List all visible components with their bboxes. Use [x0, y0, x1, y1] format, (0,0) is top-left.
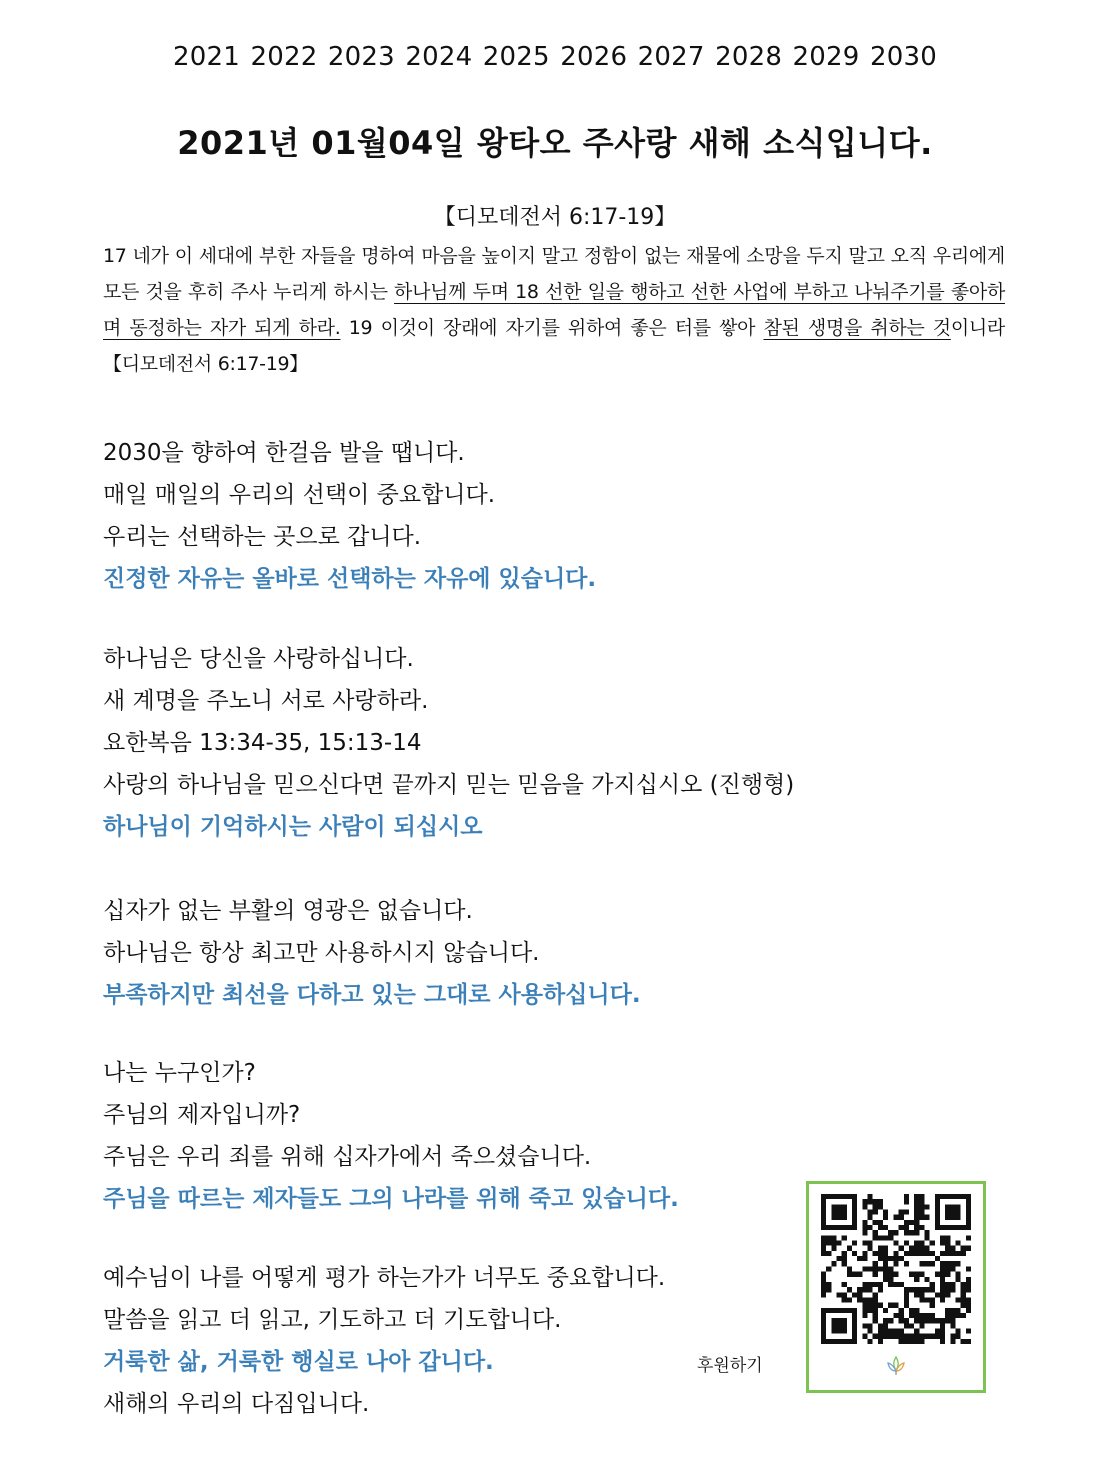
message-line: 주님의 제자입니까? [103, 1102, 301, 1128]
scripture-underlined-1: 하나님께 두며 18 선한 일을 행하고 선한 사업에 부하고 나눠주기를 좋아하며 동정하는 자가 되게 하라. [103, 281, 1005, 339]
year-link-2021[interactable]: 2021 [173, 42, 241, 72]
year-link-2024[interactable]: 2024 [405, 42, 473, 72]
message-line: 나는 누구인가? [103, 1060, 256, 1086]
year-link-2025[interactable]: 2025 [482, 42, 550, 72]
message-block-5 [103, 1257, 803, 1425]
message-highlight: 하나님이 기억하시는 사람이 되십시오 [103, 814, 483, 840]
scripture-text-2: 19 이것이 장래에 자기를 위하여 좋은 터를 쌓아 [340, 317, 764, 339]
message-line: 매일 매일의 우리의 선택이 중요합니다. [103, 482, 496, 508]
message-line: 새 계명을 주노니 서로 사랑하라. [103, 688, 429, 714]
scripture-underlined-2: 참된 생명을 취하는 것 [763, 317, 951, 339]
message-highlight: 부족하지만 최선을 다하고 있는 그대로 사용하십니다. [103, 982, 641, 1008]
year-link-2027[interactable]: 2027 [637, 42, 705, 72]
message-block-4 [103, 1052, 803, 1220]
year-link-2029[interactable]: 2029 [792, 42, 860, 72]
message-line: 하나님은 당신을 사랑하십니다. [103, 646, 414, 672]
message-line: 우리는 선택하는 곳으로 갑니다. [103, 524, 422, 550]
year-link-2022[interactable]: 2022 [250, 42, 318, 72]
year-link-2023[interactable]: 2023 [327, 42, 395, 72]
leaf-logo-icon [884, 1354, 908, 1378]
qr-code-card[interactable] [806, 1181, 986, 1393]
year-link-2026[interactable]: 2026 [560, 42, 628, 72]
message-line: 말씀을 읽고 더 읽고, 기도하고 더 기도합니다. [103, 1307, 562, 1333]
year-links [0, 42, 1110, 72]
message-highlight: 진정한 자유는 올바로 선택하는 자유에 있습니다. [103, 566, 597, 592]
year-link-2028[interactable]: 2028 [715, 42, 783, 72]
donate-link[interactable]: 후원하기 [697, 1356, 763, 1376]
scripture-passage [103, 238, 1005, 382]
message-block-1 [103, 432, 803, 600]
message-line: 주님은 우리 죄를 위해 십자가에서 죽으셨습니다. [103, 1144, 592, 1170]
message-line: 하나님은 항상 최고만 사용하시지 않습니다. [103, 940, 540, 966]
scripture-text-3: 이니라 【디모데전서 6:17-19】 [103, 317, 1005, 375]
qr-code-icon[interactable] [821, 1194, 971, 1344]
year-link-2030[interactable]: 2030 [869, 42, 937, 72]
scripture-text-1: 17 네가 이 세대에 부한 자들을 명하여 마음을 높이지 말고 정함이 없는 재물에 소망을 두지 말고 오직 우리에게 모든 것을 후히 주사 누리게 하시는 [103, 245, 1005, 303]
message-highlight: 주님을 따르는 제자들도 그의 나라를 위해 죽고 있습니다. [103, 1186, 679, 1212]
message-block-3 [103, 890, 803, 1016]
message-line: 십자가 없는 부활의 영광은 없습니다. [103, 898, 473, 924]
scripture-reference-heading: 【디모데전서 6:17-19】 [433, 205, 677, 230]
message-highlight: 거룩한 삶, 거룩한 행실로 나아 갑니다. [103, 1349, 494, 1375]
closing-line: 새해의 우리의 다짐입니다. [103, 1391, 370, 1417]
message-line: 요한복음 13:34-35, 15:13-14 [103, 730, 422, 756]
page-title: 2021년 01월04일 왕타오 주사랑 새해 소식입니다. [177, 124, 933, 162]
message-block-2 [103, 638, 923, 848]
message-line: 예수님이 나를 어떻게 평가 하는가가 너무도 중요합니다. [103, 1265, 666, 1291]
message-line: 2030을 향하여 한걸음 발을 땝니다. [103, 440, 465, 466]
message-line: 사랑의 하나님을 믿으신다면 끝까지 믿는 믿음을 가지십시오 (진행형) [103, 772, 795, 798]
